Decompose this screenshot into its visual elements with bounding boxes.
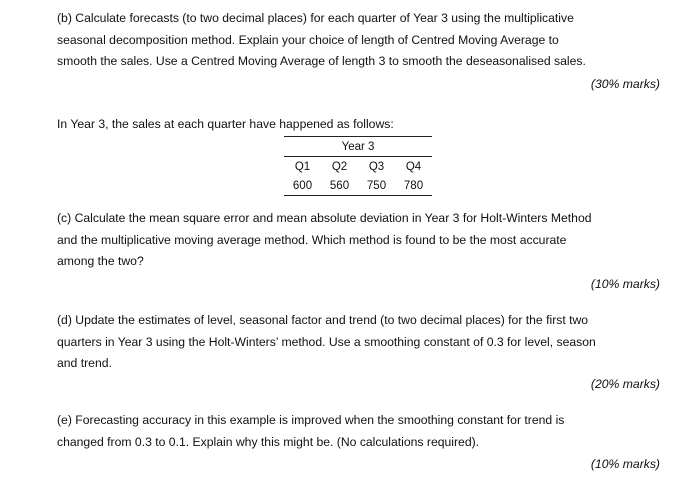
sales-intro: In Year 3, the sales at each quarter have happened as follows: bbox=[57, 117, 394, 131]
quarter-label: Q4 bbox=[405, 160, 422, 173]
question-d-line: quarters in Year 3 using the Holt-Winters’ method. Use a smoothing constant of 0.3 for level, season bbox=[57, 334, 596, 349]
sales-table-quarter-row bbox=[284, 157, 432, 177]
question-d-marks: (20% marks) bbox=[590, 377, 660, 391]
question-c bbox=[57, 208, 667, 273]
question-d-line: (d) Update the estimates of level, seasonal factor and trend (to two decimal places) for the first two bbox=[57, 313, 589, 327]
question-e-line: (e) Forecasting accuracy in this example is improved when the smoothing constant for trend is bbox=[57, 413, 565, 427]
question-b bbox=[57, 8, 667, 73]
question-e-marks: (10% marks) bbox=[590, 457, 660, 471]
question-d bbox=[57, 310, 667, 375]
question-c-marks: (10% marks) bbox=[590, 277, 660, 291]
sales-value: 750 bbox=[358, 176, 395, 196]
sales-value: 600 bbox=[284, 176, 321, 196]
sales-value: 780 bbox=[395, 176, 432, 196]
question-b-line: (b) Calculate forecasts (to two decimal places) for each quarter of Year 3 using the multiplicative bbox=[57, 11, 574, 25]
sales-value: 560 bbox=[321, 176, 358, 196]
sales-table bbox=[284, 136, 432, 196]
question-c-line: among the two? bbox=[57, 254, 144, 268]
sales-table-heading-row bbox=[284, 137, 432, 157]
question-c-line: and the multiplicative moving average method. Which method is found to be the most accurate bbox=[57, 232, 567, 247]
quarter-label: Q2 bbox=[331, 160, 348, 173]
question-b-line: smooth the sales. Use a Centred Moving Average of length 3 to smooth the deseasonalised sales. bbox=[57, 54, 586, 68]
sales-table-value-row bbox=[284, 176, 432, 196]
question-e-line: changed from 0.3 to 0.1. Explain why this might be. (No calculations required). bbox=[57, 434, 480, 449]
question-b-marks: (30% marks) bbox=[590, 77, 660, 91]
question-e bbox=[57, 410, 667, 453]
question-d-line: and trend. bbox=[57, 356, 112, 370]
sales-table-heading: Year 3 bbox=[284, 137, 432, 157]
question-c-line: (c) Calculate the mean square error and mean absolute deviation in Year 3 for Holt-Winters Method bbox=[57, 211, 592, 225]
quarter-label: Q1 bbox=[294, 160, 311, 173]
question-b-line: seasonal decomposition method. Explain your choice of length of Centred Moving Average to bbox=[57, 32, 559, 47]
quarter-label: Q3 bbox=[368, 160, 385, 173]
